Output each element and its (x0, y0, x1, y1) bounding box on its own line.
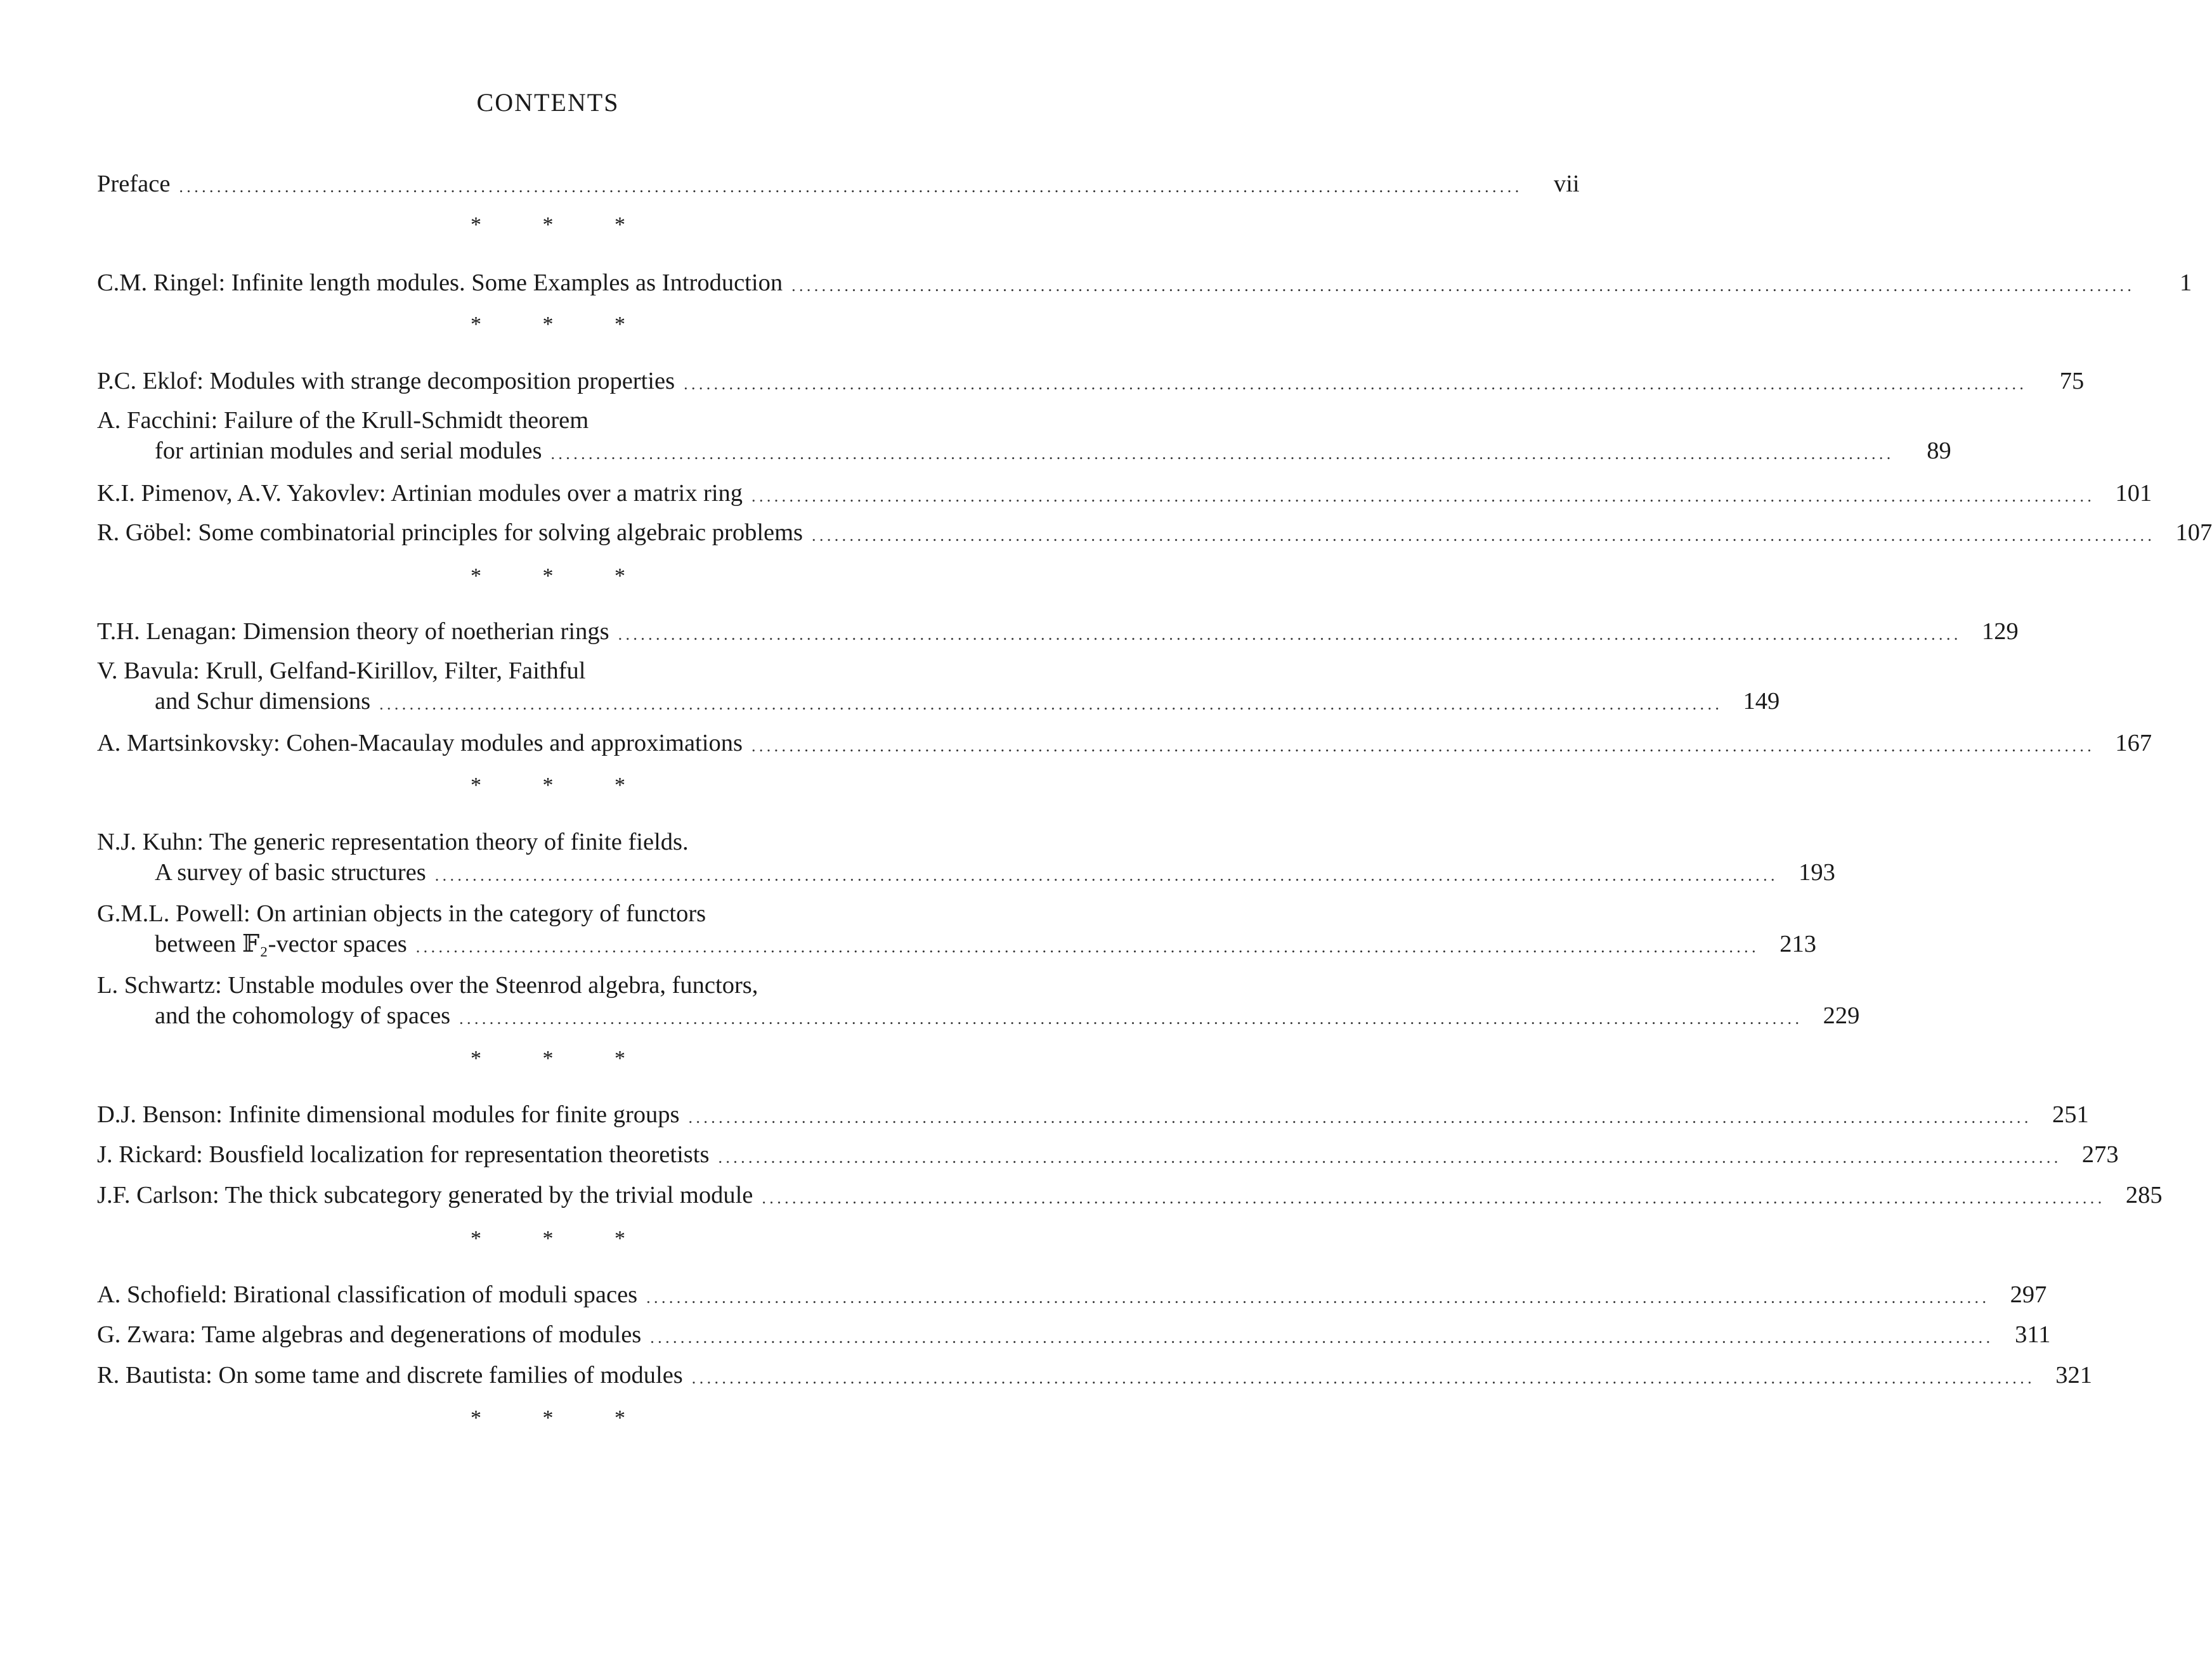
section-separator: * * * (471, 774, 653, 797)
page-number: 321 (2055, 1362, 2092, 1389)
section-separator: * * * (471, 1227, 653, 1250)
dot-leader: .................................................................................................................................................................................. (762, 1189, 2105, 1207)
toc-entry (155, 998, 1860, 1033)
dot-leader: .................................................................................................................................................................................. (459, 1009, 1803, 1028)
section-separator: * * * (471, 1047, 653, 1070)
entry-title: R. Göbel: Some combinatorial principles for solving algebraic problems (97, 519, 803, 546)
dot-leader: .................................................................................................................................................................................. (550, 444, 1894, 463)
toc-entry (97, 1177, 2163, 1213)
entry-title-continued: between 𝔽₂-vector spaces (155, 931, 407, 957)
entry-title: A. Facchini: Failure of the Krull-Schmidt theorem (97, 407, 589, 434)
entry-title-continued: and the cohomology of spaces (155, 1002, 451, 1029)
toc-entry (97, 363, 2085, 399)
entry-title: J. Rickard: Bousfield localization for representation theoretists (97, 1141, 710, 1168)
dot-leader: .................................................................................................................................................................................. (791, 276, 2135, 295)
page-number: 229 (1823, 1002, 1860, 1029)
section-separator: * * * (471, 313, 653, 336)
entry-title: N.J. Kuhn: The generic representation theory of finite fields. (97, 829, 689, 855)
dot-leader: .................................................................................................................................................................................. (379, 695, 1723, 713)
toc-entry (97, 1137, 2119, 1172)
entry-title-continued: for artinian modules and serial modules (155, 437, 542, 464)
dot-leader: .................................................................................................................................................................................. (718, 1148, 2062, 1167)
section-separator: * * * (471, 564, 653, 588)
dot-leader: .................................................................................................................................................................................. (434, 866, 1778, 884)
entry-title-continued: and Schur dimensions (155, 688, 371, 715)
page-number: 311 (2015, 1321, 2051, 1348)
entry-title: V. Bavula: Krull, Gelfand-Kirillov, Filter, Faithful (97, 657, 586, 684)
entry-title: R. Bautista: On some tame and discrete families of modules (97, 1362, 683, 1389)
entry-title: G. Zwara: Tame algebras and degenerations of modules (97, 1321, 642, 1348)
entry-title: Preface (97, 171, 171, 197)
dot-leader: .................................................................................................................................................................................. (415, 938, 1759, 956)
page-number: 101 (2115, 480, 2152, 507)
toc-entry (97, 1357, 2092, 1393)
entry-title: T.H. Lenagan: Dimension theory of noetherian rings (97, 618, 609, 645)
dot-leader: .................................................................................................................................................................................. (646, 1288, 1990, 1307)
section-separator: * * * (471, 1406, 653, 1430)
entry-title: C.M. Ringel: Infinite length modules. Some Examples as Introduction (97, 269, 783, 296)
entry-title-continued: A survey of basic structures (155, 859, 426, 886)
dot-leader: .................................................................................................................................................................................. (618, 625, 1962, 644)
entry-title: L. Schwartz: Unstable modules over the Steenrod algebra, functors, (97, 972, 758, 999)
toc-entry (97, 265, 2192, 301)
toc-entry (155, 433, 1951, 469)
toc-entry (97, 1097, 2089, 1132)
toc-entry (155, 926, 1816, 962)
page-number: 167 (2115, 730, 2152, 756)
toc-entry-preface (97, 166, 1580, 202)
page-number: 213 (1779, 931, 1816, 957)
dot-leader: .................................................................................................................................................................................. (179, 178, 1523, 196)
toc-entry (155, 683, 1780, 719)
page-number: 273 (2081, 1141, 2119, 1168)
dot-leader: .................................................................................................................................................................................. (650, 1328, 1994, 1347)
dot-leader: .................................................................................................................................................................................. (684, 375, 2027, 393)
toc-entry (97, 614, 2019, 649)
page-number: 75 (2059, 368, 2085, 394)
dot-leader: .................................................................................................................................................................................. (751, 487, 2095, 505)
toc-entry (97, 515, 2212, 550)
dot-leader: .................................................................................................................................................................................. (812, 526, 2156, 545)
entry-title: A. Martsinkovsky: Cohen-Macaulay modules and approximations (97, 730, 743, 756)
entry-title: J.F. Carlson: The thick subcategory generated by the trivial module (97, 1182, 753, 1208)
page-number: 129 (1982, 618, 2019, 645)
page-number: vii (1553, 171, 1580, 197)
toc-entry (97, 725, 2152, 761)
page-number: 1 (2180, 269, 2192, 296)
toc-entry (97, 1317, 2051, 1352)
page-number: 297 (2010, 1281, 2047, 1308)
toc-entry (155, 855, 1835, 890)
page-number: 251 (2052, 1101, 2089, 1128)
dot-leader: .................................................................................................................................................................................. (691, 1369, 2035, 1387)
page-number: 89 (1927, 437, 1951, 464)
toc-entry (97, 476, 2152, 511)
entry-title: G.M.L. Powell: On artinian objects in the category of functors (97, 900, 706, 927)
page-title: CONTENTS (476, 88, 620, 117)
toc-entry (97, 1277, 2047, 1312)
page-number: 149 (1743, 688, 1780, 715)
section-separator: * * * (471, 213, 653, 236)
dot-leader: .................................................................................................................................................................................. (688, 1108, 2032, 1127)
entry-title: D.J. Benson: Infinite dimensional modules for finite groups (97, 1101, 680, 1128)
entry-title: A. Schofield: Birational classification of moduli spaces (97, 1281, 638, 1308)
page-number: 193 (1799, 859, 1835, 886)
entry-title: P.C. Eklof: Modules with strange decomposition properties (97, 368, 675, 394)
dot-leader: .................................................................................................................................................................................. (751, 737, 2095, 755)
page-number: 285 (2125, 1182, 2163, 1208)
page-number: 107 (2175, 519, 2212, 546)
entry-title: K.I. Pimenov, A.V. Yakovlev: Artinian modules over a matrix ring (97, 480, 743, 507)
